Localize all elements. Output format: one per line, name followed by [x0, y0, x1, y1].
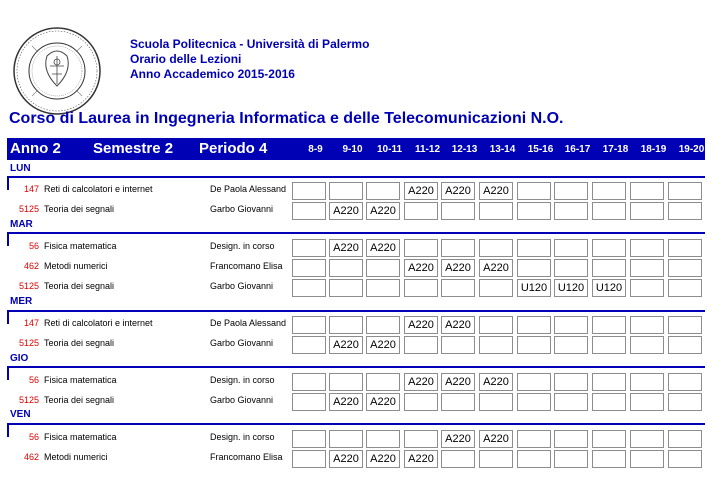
timeslot-cell — [292, 239, 326, 257]
timeslot-cell: A220 — [329, 239, 363, 257]
timeslot-cell — [517, 239, 551, 257]
timeslot-cell — [329, 259, 363, 277]
course-name: Metodi numerici — [44, 261, 108, 271]
timeslot-cell — [366, 279, 400, 297]
day-divider — [7, 176, 705, 178]
day-divider — [7, 310, 705, 312]
timeslot-cell — [668, 279, 702, 297]
timeslot-cell — [517, 393, 551, 411]
timeslot-cell — [668, 450, 702, 468]
hour-column-label: 9-10 — [342, 144, 363, 155]
timeslot-cell — [630, 279, 664, 297]
timeslot-cell: U120 — [592, 279, 626, 297]
timeslot-cell — [366, 259, 400, 277]
timeslot-cell — [292, 373, 326, 391]
timeslot-cell — [292, 393, 326, 411]
course-name: Teoria dei segnali — [44, 204, 115, 214]
course-name: Teoria dei segnali — [44, 281, 115, 291]
timeslot-cell — [554, 336, 588, 354]
course-code: 5125 — [18, 338, 39, 348]
timeslot-cell: A220 — [329, 202, 363, 220]
timeslot-cell — [441, 336, 475, 354]
timeslot-cell — [592, 373, 626, 391]
timeslot-cell: A220 — [479, 430, 513, 448]
course-code: 5125 — [18, 395, 39, 405]
anno-label: Anno 2 — [10, 140, 61, 157]
hour-column-label: 19-20 — [678, 144, 705, 155]
timeslot-cell — [554, 373, 588, 391]
day-divider — [7, 366, 705, 368]
timeslot-cell — [554, 202, 588, 220]
timeslot-cell: A220 — [329, 336, 363, 354]
timeslot-cell — [592, 316, 626, 334]
timeslot-cell: A220 — [404, 259, 438, 277]
timeslot-cell — [292, 259, 326, 277]
timeslot-cell — [292, 202, 326, 220]
professor-name: Garbo Giovanni — [210, 281, 274, 291]
timeslot-cell — [441, 202, 475, 220]
timeslot-cell — [479, 336, 513, 354]
timeslot-cell — [592, 393, 626, 411]
timeslot-cell — [630, 316, 664, 334]
timeslot-cell: A220 — [479, 259, 513, 277]
timeslot-cell — [366, 182, 400, 200]
timeslot-cell: A220 — [366, 336, 400, 354]
timeslot-cell — [479, 239, 513, 257]
timeslot-cell — [630, 373, 664, 391]
timeslot-cell: A220 — [366, 450, 400, 468]
timeslot-cell — [668, 336, 702, 354]
professor-name: De Paola Alessand — [210, 184, 287, 194]
timeslot-cell — [554, 316, 588, 334]
day-label: MER — [10, 296, 33, 307]
timeslot-cell: A220 — [441, 430, 475, 448]
timeslot-cell — [404, 239, 438, 257]
hour-column-label: 13-14 — [489, 144, 516, 155]
timeslot-cell — [592, 202, 626, 220]
timeslot-cell — [441, 239, 475, 257]
timeslot-cell: A220 — [404, 182, 438, 200]
course-code: 5125 — [18, 281, 39, 291]
periodo-label: Periodo 4 — [199, 140, 268, 157]
course-name: Reti di calcolatori e internet — [44, 184, 153, 194]
day-label: VEN — [10, 409, 31, 420]
timeslot-cell — [630, 450, 664, 468]
timeslot-cell — [404, 430, 438, 448]
timeslot-cell — [630, 239, 664, 257]
timeslot-cell: A220 — [479, 182, 513, 200]
timeslot-cell — [630, 202, 664, 220]
timeslot-cell — [479, 279, 513, 297]
timeslot-cell — [329, 182, 363, 200]
course-code: 56 — [28, 432, 39, 442]
timeslot-cell — [479, 202, 513, 220]
timeslot-cell — [441, 279, 475, 297]
timeslot-cell — [554, 393, 588, 411]
timeslot-cell: A220 — [366, 393, 400, 411]
timeslot-cell: U120 — [517, 279, 551, 297]
timeslot-cell — [329, 316, 363, 334]
hour-column-label: 10-11 — [376, 144, 403, 155]
header-academic-year: Anno Accademico 2015-2016 — [130, 67, 295, 81]
timeslot-cell — [292, 279, 326, 297]
hour-column-label: 18-19 — [640, 144, 667, 155]
professor-name: Design. in corso — [210, 375, 275, 385]
hour-column-label: 17-18 — [602, 144, 629, 155]
timeslot-cell — [668, 373, 702, 391]
timeslot-cell — [630, 393, 664, 411]
semestre-label: Semestre 2 — [93, 140, 174, 157]
course-name: Teoria dei segnali — [44, 338, 115, 348]
hour-column-label: 12-13 — [451, 144, 478, 155]
hour-column-label: 16-17 — [564, 144, 591, 155]
timeslot-cell — [404, 202, 438, 220]
timeslot-cell: A220 — [366, 239, 400, 257]
professor-name: Francomano Elisa — [210, 261, 283, 271]
course-code: 5125 — [18, 204, 39, 214]
timeslot-cell — [517, 450, 551, 468]
page-title: Corso di Laurea in Ingegneria Informatica e delle Telecomunicazioni N.O. — [9, 110, 564, 127]
timeslot-cell — [554, 259, 588, 277]
timeslot-cell — [554, 182, 588, 200]
timeslot-cell — [329, 373, 363, 391]
timeslot-cell — [630, 430, 664, 448]
header-school: Scuola Politecnica - Università di Palermo — [130, 37, 370, 51]
timeslot-cell: A220 — [366, 202, 400, 220]
course-code: 56 — [28, 241, 39, 251]
timeslot-cell — [479, 450, 513, 468]
timeslot-cell — [517, 202, 551, 220]
course-code: 147 — [23, 184, 39, 194]
course-name: Fisica matematica — [44, 241, 117, 251]
timeslot-cell — [404, 279, 438, 297]
timeslot-cell — [630, 182, 664, 200]
professor-name: De Paola Alessand — [210, 318, 287, 328]
timeslot-cell — [554, 450, 588, 468]
timeslot-cell: A220 — [329, 450, 363, 468]
timeslot-cell — [517, 336, 551, 354]
professor-name: Garbo Giovanni — [210, 204, 274, 214]
course-code: 462 — [23, 452, 39, 462]
day-label: MAR — [10, 219, 33, 230]
day-label: LUN — [10, 163, 31, 174]
timeslot-cell — [554, 430, 588, 448]
timeslot-cell — [441, 450, 475, 468]
header-schedule: Orario delle Lezioni — [130, 52, 242, 66]
timeslot-cell: A220 — [441, 182, 475, 200]
professor-name: Design. in corso — [210, 432, 275, 442]
timeslot-cell — [292, 182, 326, 200]
timeslot-cell — [592, 182, 626, 200]
timeslot-cell — [366, 373, 400, 391]
timeslot-cell — [292, 450, 326, 468]
professor-name: Garbo Giovanni — [210, 338, 274, 348]
schedule-header-bar — [7, 138, 705, 160]
timeslot-cell: A220 — [329, 393, 363, 411]
timeslot-cell: U120 — [554, 279, 588, 297]
course-code: 56 — [28, 375, 39, 385]
timeslot-cell: A220 — [404, 450, 438, 468]
timeslot-cell — [517, 430, 551, 448]
timeslot-cell — [292, 430, 326, 448]
timeslot-cell — [592, 430, 626, 448]
timeslot-cell — [592, 239, 626, 257]
timeslot-cell — [668, 182, 702, 200]
timeslot-cell — [517, 259, 551, 277]
course-code: 147 — [23, 318, 39, 328]
day-divider — [7, 232, 705, 234]
timeslot-cell — [630, 259, 664, 277]
timeslot-cell — [517, 182, 551, 200]
timeslot-cell: A220 — [441, 316, 475, 334]
timeslot-cell — [479, 393, 513, 411]
course-name: Fisica matematica — [44, 432, 117, 442]
hour-column-label: 15-16 — [527, 144, 554, 155]
timeslot-cell — [404, 393, 438, 411]
timeslot-cell — [668, 202, 702, 220]
timeslot-cell — [441, 393, 475, 411]
course-name: Metodi numerici — [44, 452, 108, 462]
timeslot-cell — [404, 336, 438, 354]
timeslot-cell — [592, 259, 626, 277]
timeslot-cell — [366, 430, 400, 448]
day-divider — [7, 423, 705, 425]
timeslot-cell: A220 — [441, 373, 475, 391]
hour-column-label: 11-12 — [414, 144, 441, 155]
professor-name: Francomano Elisa — [210, 452, 283, 462]
professor-name: Design. in corso — [210, 241, 275, 251]
university-seal-icon — [12, 26, 102, 116]
timeslot-cell — [479, 316, 513, 334]
day-label: GIO — [10, 353, 29, 364]
timeslot-cell — [668, 239, 702, 257]
timeslot-cell — [329, 279, 363, 297]
timeslot-cell — [668, 430, 702, 448]
hour-column-label: 8-9 — [308, 144, 323, 155]
timeslot-cell: A220 — [404, 373, 438, 391]
timeslot-cell — [592, 450, 626, 468]
timeslot-cell: A220 — [441, 259, 475, 277]
timeslot-cell — [292, 316, 326, 334]
professor-name: Garbo Giovanni — [210, 395, 274, 405]
timeslot-cell — [366, 316, 400, 334]
timeslot-cell — [554, 239, 588, 257]
course-name: Fisica matematica — [44, 375, 117, 385]
course-name: Teoria dei segnali — [44, 395, 115, 405]
timeslot-cell: A220 — [479, 373, 513, 391]
timeslot-cell — [517, 373, 551, 391]
timeslot-cell — [592, 336, 626, 354]
timeslot-cell — [630, 336, 664, 354]
timeslot-cell — [668, 259, 702, 277]
timeslot-cell — [668, 393, 702, 411]
course-code: 462 — [23, 261, 39, 271]
course-name: Reti di calcolatori e internet — [44, 318, 153, 328]
timeslot-cell: A220 — [404, 316, 438, 334]
timeslot-cell — [329, 430, 363, 448]
timeslot-cell — [292, 336, 326, 354]
timeslot-cell — [668, 316, 702, 334]
timeslot-cell — [517, 316, 551, 334]
